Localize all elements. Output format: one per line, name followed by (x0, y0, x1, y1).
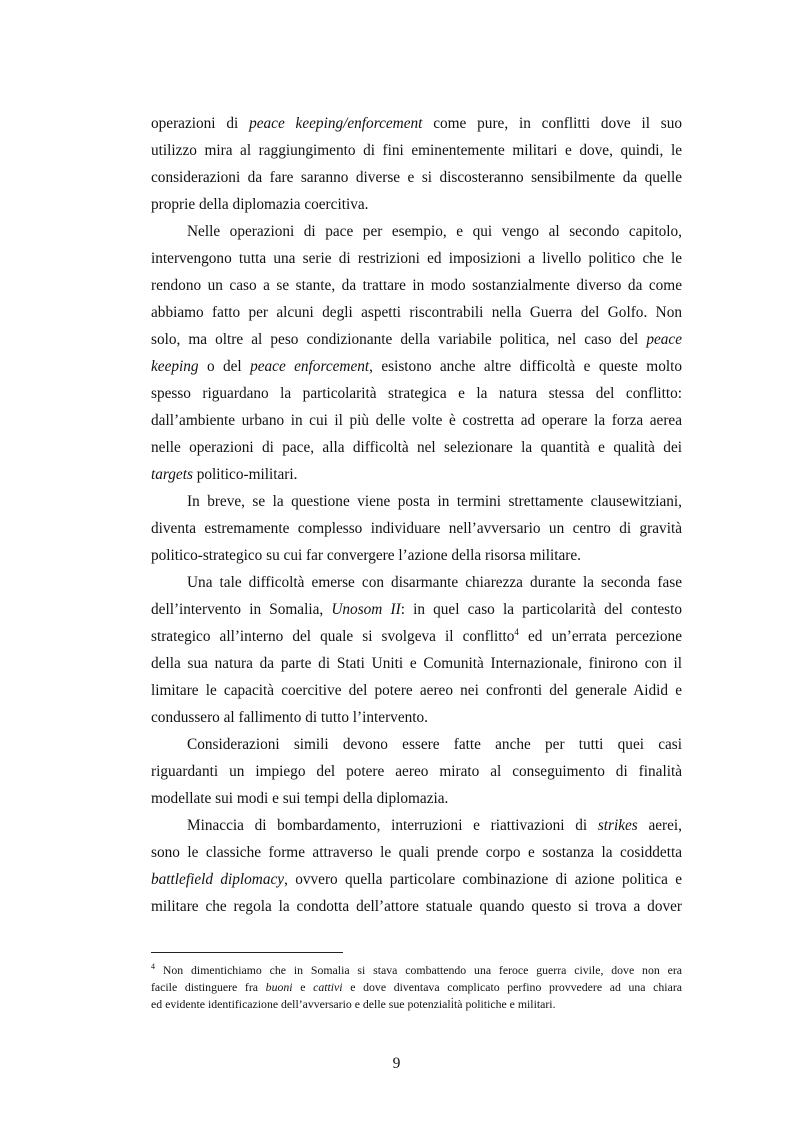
footnote (151, 962, 682, 1013)
footnote-divider (151, 952, 343, 953)
italic-term: buoni (265, 980, 293, 994)
text-line: nelle operazioni di pace, alla difficoltà nel selezionare la quantità e qualità dei (151, 439, 682, 456)
text-line (151, 326, 682, 353)
text-run: e dove diventava complicato perfino provvedere ad una chiara (342, 980, 682, 994)
text-run: dell’intervento in Somalia, (151, 601, 332, 618)
footnote-line: ed evidente identificazione dell’avversario e delle sue potenziali̇tà politiche e militari. (151, 997, 556, 1011)
italic-term: peace keeping/enforcement (249, 115, 423, 132)
paragraph-start: Una tale difficoltà emerse con disarmante chiarezza durante la seconda fase (187, 574, 682, 591)
italic-term: Unosom II (331, 601, 401, 618)
paragraph-start: Considerazioni simili devono essere fatte anche per tutti quei casi (187, 736, 682, 753)
text-line (151, 461, 682, 488)
text-run: : in quel caso la particolarità del contesto (400, 601, 682, 618)
italic-term: strikes (597, 817, 638, 834)
text-line: politico-strategico su cui far convergere l’azione della risorsa militare. (151, 547, 581, 564)
text-line: sono le classiche forme attraverso le quali prende corpo e sostanza la cosiddetta (151, 844, 682, 861)
text-line (151, 596, 682, 623)
text-line: spesso riguardano la particolarità strategica e la natura stessa del conflitto: (151, 385, 682, 402)
text-run: come pure, in conflitti dove il suo (422, 115, 682, 132)
text-line: rendono un caso a se stante, da trattare in modo sostanzialmente diverso da come (151, 277, 682, 294)
italic-term: targets (151, 466, 193, 483)
text-run: politico-militari. (192, 466, 298, 483)
paragraph-start: Nelle operazioni di pace per esempio, e qui vengo al secondo capitolo, (187, 223, 682, 240)
italic-term: battlefield diplomacy (151, 871, 285, 888)
text-line (151, 110, 682, 137)
text-line: diventa estremamente complesso individuare nell’avversario un centro di gravità (151, 520, 682, 537)
page-number: 9 (392, 1055, 401, 1072)
text-run: ed un’errata percezione (518, 628, 682, 645)
text-run: , esistono anche altre difficoltà e queste molto (369, 358, 682, 375)
footnote-line (151, 979, 682, 996)
text-line: della sua natura da parte di Stati Uniti e Comunità Internazionale, finirono con il (151, 655, 682, 672)
footnote-line (151, 962, 682, 979)
text-line: condussero al fallimento di tutto l’intervento. (151, 709, 428, 726)
text-line: modellate sui modi e sui tempi della diplomazia. (151, 790, 449, 807)
text-line: militare che regola la condotta dell’attore statuale quando questo si trova a dover (151, 898, 682, 915)
text-line: abbiamo fatto per alcuni degli aspetti riscontrabili nella Guerra del Golfo. Non (151, 304, 682, 321)
italic-term: cattivi (313, 980, 343, 994)
paragraph-start: In breve, se la questione viene posta in termini strettamente clausewitziani, (187, 493, 682, 510)
text-line: proprie della diplomazia coercitiva. (151, 196, 369, 213)
text-line: dall’ambiente urbano in cui il più delle volte è costretta ad operare la forza aerea (151, 412, 682, 429)
text-line: riguardanti un impiego del potere aereo mirato al conseguimento di finalità (151, 763, 682, 780)
text-line: limitare le capacità coercitive del potere aereo nei confronti del generale Aidid e (151, 682, 682, 699)
text-run: operazioni di (151, 115, 250, 132)
italic-term: peace enforcement (250, 358, 370, 375)
text-run: o del (198, 358, 251, 375)
text-line (151, 866, 682, 893)
text-run: e (292, 980, 314, 994)
paragraph-start (151, 812, 682, 839)
text-run: strategico all’interno del quale si svolgeva il conflitto (151, 628, 515, 645)
text-run: aerei, (637, 817, 682, 834)
footnote-marker: 4 (151, 962, 155, 971)
text-line (151, 353, 682, 380)
text-run: Minaccia di bombardamento, interruzioni e riattivazioni di (187, 817, 598, 834)
text-line: intervengono tutta una serie di restrizioni ed imposizioni a livello politico che le (151, 250, 682, 267)
text-run: , ovvero quella particolare combinazione di azione politica e (284, 871, 682, 888)
text-run: solo, ma oltre al peso condizionante della variabile politica, nel caso del (151, 331, 647, 348)
italic-term: keeping (151, 358, 199, 375)
text-run: Non dimentichiamo che in Somalia si stava combattendo una feroce guerra civile, dove non era (155, 963, 682, 977)
text-line: utilizzo mira al raggiungimento di fini eminentemente militari e dove, quindi, le (151, 142, 682, 159)
body-text (151, 110, 682, 920)
italic-term: peace (646, 331, 682, 348)
text-line (151, 623, 682, 650)
footnote-reference[interactable]: 4 (514, 627, 519, 637)
text-run: facile distinguere fra (151, 980, 266, 994)
text-line: considerazioni da fare saranno diverse e si discosteranno sensibilmente da quelle (151, 169, 682, 186)
